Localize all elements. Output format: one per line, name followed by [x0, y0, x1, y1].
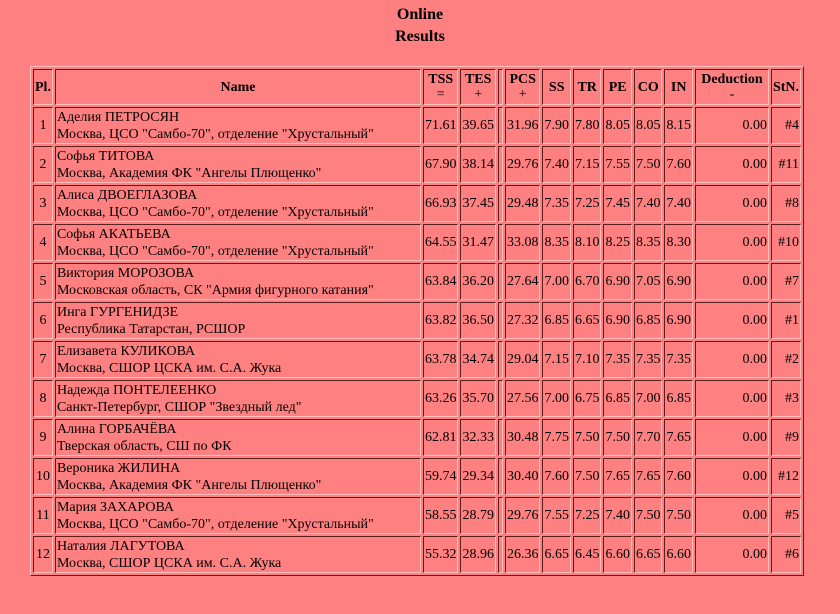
ss-cell: 7.55: [542, 497, 571, 534]
tss-label: TSS: [428, 72, 454, 87]
start-number-cell: #5: [771, 497, 801, 534]
name-cell: [55, 224, 421, 261]
table-row: [33, 224, 801, 261]
name-cell: [55, 419, 421, 456]
name-cell: [55, 263, 421, 300]
skater-name: Аделия ПЕТРОСЯН: [56, 109, 180, 125]
skater-club: Москва, Академия ФК "Ангелы Плющенко": [56, 477, 322, 493]
pcs-cell: 29.04: [505, 341, 541, 378]
tr-cell: 7.50: [573, 419, 602, 456]
skater-name: Елизавета КУЛИКОВА: [56, 343, 196, 359]
pe-cell: 7.35: [603, 341, 632, 378]
tr-cell: 6.65: [573, 302, 602, 339]
in-cell: 7.35: [664, 341, 693, 378]
col-header-deduction: [695, 69, 769, 105]
tr-cell: 7.25: [573, 497, 602, 534]
tes-cell: 28.96: [460, 536, 496, 573]
ss-cell: 7.60: [542, 458, 571, 495]
start-number-cell: #8: [771, 185, 801, 222]
spacer-cell: [498, 146, 503, 183]
tss-cell: 63.84: [423, 263, 459, 300]
pe-cell: 7.45: [603, 185, 632, 222]
co-cell: 7.70: [634, 419, 663, 456]
tss-cell: 66.93: [423, 185, 459, 222]
pcs-cell: 29.76: [505, 146, 541, 183]
in-cell: 7.50: [664, 497, 693, 534]
tes-cell: 35.70: [460, 380, 496, 417]
table-row: [33, 341, 801, 378]
place-cell: 1: [33, 107, 53, 144]
spacer-cell: [498, 302, 503, 339]
tes-cell: 39.65: [460, 107, 496, 144]
results-table: [30, 66, 804, 576]
spacer-cell: [498, 185, 503, 222]
spacer-cell: [498, 380, 503, 417]
place-cell: 8: [33, 380, 53, 417]
name-cell: [55, 380, 421, 417]
pcs-sub: +: [518, 87, 527, 102]
tes-cell: 36.20: [460, 263, 496, 300]
ss-cell: 7.40: [542, 146, 571, 183]
tss-cell: 71.61: [423, 107, 459, 144]
name-cell: [55, 146, 421, 183]
skater-name: Надежда ПОНТЕЛЕЕНКО: [56, 382, 217, 398]
ss-cell: 6.85: [542, 302, 571, 339]
name-cell: [55, 458, 421, 495]
skater-club: Москва, ЦСО "Самбо-70", отделение "Хрустальный": [56, 126, 374, 142]
pcs-cell: 27.64: [505, 263, 541, 300]
place-cell: 4: [33, 224, 53, 261]
ss-cell: 8.35: [542, 224, 571, 261]
start-number-cell: #9: [771, 419, 801, 456]
deduction-label: Deduction: [701, 72, 763, 87]
pe-cell: 6.60: [603, 536, 632, 573]
tr-cell: 6.45: [573, 536, 602, 573]
tr-cell: 7.10: [573, 341, 602, 378]
pe-cell: 6.90: [603, 302, 632, 339]
pcs-cell: 33.08: [505, 224, 541, 261]
in-cell: 6.90: [664, 302, 693, 339]
table-row: [33, 497, 801, 534]
pcs-cell: 31.96: [505, 107, 541, 144]
co-cell: 7.05: [634, 263, 663, 300]
deduction-cell: 0.00: [695, 497, 769, 534]
table-row: [33, 107, 801, 144]
place-cell: 11: [33, 497, 53, 534]
tss-cell: 67.90: [423, 146, 459, 183]
tes-cell: 38.14: [460, 146, 496, 183]
skater-club: Московская область, СК "Армия фигурного катания": [56, 282, 374, 298]
skater-name: Софья АКАТЬЕВА: [56, 226, 171, 242]
table-row: [33, 146, 801, 183]
tes-cell: 36.50: [460, 302, 496, 339]
table-row: [33, 419, 801, 456]
co-cell: 7.35: [634, 341, 663, 378]
deduction-cell: 0.00: [695, 458, 769, 495]
pe-cell: 7.50: [603, 419, 632, 456]
pe-cell: 8.05: [603, 107, 632, 144]
co-cell: 6.85: [634, 302, 663, 339]
pcs-cell: 27.32: [505, 302, 541, 339]
spacer-cell: [498, 497, 503, 534]
start-number-cell: #10: [771, 224, 801, 261]
col-header-pe: PE: [603, 69, 632, 105]
skater-club: Москва, ЦСО "Самбо-70", отделение "Хрустальный": [56, 243, 374, 259]
tes-cell: 32.33: [460, 419, 496, 456]
pe-cell: 8.25: [603, 224, 632, 261]
col-header-stn: StN.: [771, 69, 801, 105]
deduction-cell: 0.00: [695, 302, 769, 339]
ss-cell: 7.00: [542, 263, 571, 300]
skater-name: Мария ЗАХАРОВА: [56, 499, 175, 515]
skater-club: Москва, СШОР ЦСКА им. С.А. Жука: [56, 555, 282, 571]
col-header-tr: TR: [573, 69, 602, 105]
tes-cell: 34.74: [460, 341, 496, 378]
table-row: [33, 302, 801, 339]
spacer-cell: [498, 419, 503, 456]
co-cell: 8.05: [634, 107, 663, 144]
co-cell: 7.00: [634, 380, 663, 417]
spacer-cell: [498, 536, 503, 573]
tss-cell: 59.74: [423, 458, 459, 495]
tr-cell: 6.75: [573, 380, 602, 417]
start-number-cell: #12: [771, 458, 801, 495]
pe-cell: 7.55: [603, 146, 632, 183]
tss-cell: 55.32: [423, 536, 459, 573]
deduction-cell: 0.00: [695, 224, 769, 261]
pcs-cell: 30.48: [505, 419, 541, 456]
spacer-cell: [498, 224, 503, 261]
skater-club: Москва, СШОР ЦСКА им. С.А. Жука: [56, 360, 282, 376]
tss-cell: 62.81: [423, 419, 459, 456]
in-cell: 7.60: [664, 458, 693, 495]
pe-cell: 6.85: [603, 380, 632, 417]
table-row: [33, 185, 801, 222]
tr-cell: 7.80: [573, 107, 602, 144]
table-header-row: [33, 69, 801, 105]
skater-club: Москва, Академия ФК "Ангелы Плющенко": [56, 165, 322, 181]
in-cell: 6.60: [664, 536, 693, 573]
start-number-cell: #11: [771, 146, 801, 183]
co-cell: 7.40: [634, 185, 663, 222]
ss-cell: 7.75: [542, 419, 571, 456]
pcs-cell: 27.56: [505, 380, 541, 417]
col-header-tss: [423, 69, 459, 105]
results-table-wrapper: [30, 66, 804, 576]
tr-cell: 7.50: [573, 458, 602, 495]
pe-cell: 6.90: [603, 263, 632, 300]
co-cell: 8.35: [634, 224, 663, 261]
spacer-cell: [498, 107, 503, 144]
start-number-cell: #6: [771, 536, 801, 573]
table-row: [33, 263, 801, 300]
table-row: [33, 380, 801, 417]
ss-cell: 7.00: [542, 380, 571, 417]
ss-cell: 7.35: [542, 185, 571, 222]
tes-cell: 29.34: [460, 458, 496, 495]
place-cell: 12: [33, 536, 53, 573]
col-header-pl: Pl.: [33, 69, 53, 105]
tr-cell: 7.15: [573, 146, 602, 183]
pcs-cell: 29.48: [505, 185, 541, 222]
skater-name: Вероника ЖИЛИНА: [56, 460, 181, 476]
tss-cell: 63.26: [423, 380, 459, 417]
name-cell: [55, 497, 421, 534]
co-cell: 6.65: [634, 536, 663, 573]
table-row: [33, 458, 801, 495]
ss-cell: 6.65: [542, 536, 571, 573]
results-body: [33, 107, 801, 573]
skater-name: Алиса ДВОЕГЛАЗОВА: [56, 187, 198, 203]
in-cell: 7.40: [664, 185, 693, 222]
place-cell: 10: [33, 458, 53, 495]
col-header-tes: [460, 69, 496, 105]
pcs-cell: 26.36: [505, 536, 541, 573]
start-number-cell: #2: [771, 341, 801, 378]
co-cell: 7.50: [634, 497, 663, 534]
deduction-cell: 0.00: [695, 380, 769, 417]
col-spacer: [498, 69, 503, 105]
in-cell: 6.90: [664, 263, 693, 300]
deduction-cell: 0.00: [695, 536, 769, 573]
skater-club: Республика Татарстан, РСШОР: [56, 321, 246, 337]
start-number-cell: #7: [771, 263, 801, 300]
tss-cell: 63.82: [423, 302, 459, 339]
in-cell: 6.85: [664, 380, 693, 417]
table-row: [33, 536, 801, 573]
tes-cell: 31.47: [460, 224, 496, 261]
tss-cell: 58.55: [423, 497, 459, 534]
col-header-ss: SS: [542, 69, 571, 105]
deduction-cell: 0.00: [695, 185, 769, 222]
skater-club: Тверская область, СШ по ФК: [56, 438, 232, 454]
pcs-label: PCS: [509, 72, 536, 87]
name-cell: [55, 536, 421, 573]
skater-name: Алина ГОРБАЧЁВА: [56, 421, 177, 437]
ss-cell: 7.90: [542, 107, 571, 144]
in-cell: 8.30: [664, 224, 693, 261]
place-cell: 9: [33, 419, 53, 456]
ss-cell: 7.15: [542, 341, 571, 378]
col-header-in: IN: [664, 69, 693, 105]
name-cell: [55, 185, 421, 222]
tes-cell: 37.45: [460, 185, 496, 222]
skater-name: Виктория МОРОЗОВА: [56, 265, 195, 281]
co-cell: 7.50: [634, 146, 663, 183]
col-header-name: Name: [55, 69, 421, 105]
pcs-cell: 30.40: [505, 458, 541, 495]
start-number-cell: #3: [771, 380, 801, 417]
deduction-cell: 0.00: [695, 341, 769, 378]
title-line-1: Online: [396, 6, 444, 23]
tss-cell: 63.78: [423, 341, 459, 378]
pe-cell: 7.40: [603, 497, 632, 534]
deduction-sub: -: [729, 87, 735, 102]
tr-cell: 8.10: [573, 224, 602, 261]
skater-name: Инга ГУРГЕНИДЗЕ: [56, 304, 179, 320]
deduction-cell: 0.00: [695, 419, 769, 456]
skater-name: Наталия ЛАГУТОВА: [56, 538, 185, 554]
spacer-cell: [498, 458, 503, 495]
tes-cell: 28.79: [460, 497, 496, 534]
place-cell: 3: [33, 185, 53, 222]
place-cell: 6: [33, 302, 53, 339]
skater-club: Москва, ЦСО "Самбо-70", отделение "Хрустальный": [56, 516, 374, 532]
skater-club: Санкт-Петербург, СШОР "Звездный лед": [56, 399, 302, 415]
spacer-cell: [498, 263, 503, 300]
tss-sub: =: [436, 87, 445, 102]
name-cell: [55, 107, 421, 144]
pcs-cell: 29.76: [505, 497, 541, 534]
in-cell: 7.65: [664, 419, 693, 456]
start-number-cell: #4: [771, 107, 801, 144]
col-header-pcs: [505, 69, 541, 105]
tes-sub: +: [474, 87, 483, 102]
skater-name: Софья ТИТОВА: [56, 148, 155, 164]
in-cell: 8.15: [664, 107, 693, 144]
col-header-co: CO: [634, 69, 663, 105]
tr-cell: 7.25: [573, 185, 602, 222]
tr-cell: 6.70: [573, 263, 602, 300]
start-number-cell: #1: [771, 302, 801, 339]
spacer-cell: [498, 341, 503, 378]
tss-cell: 64.55: [423, 224, 459, 261]
place-cell: 7: [33, 341, 53, 378]
deduction-cell: 0.00: [695, 146, 769, 183]
place-cell: 2: [33, 146, 53, 183]
name-cell: [55, 341, 421, 378]
page-title: [0, 0, 840, 48]
skater-club: Москва, ЦСО "Самбо-70", отделение "Хрустальный": [56, 204, 374, 220]
deduction-cell: 0.00: [695, 107, 769, 144]
name-cell: [55, 302, 421, 339]
place-cell: 5: [33, 263, 53, 300]
tes-label: TES: [464, 72, 492, 87]
deduction-cell: 0.00: [695, 263, 769, 300]
title-line-2: Results: [395, 28, 445, 45]
pe-cell: 7.65: [603, 458, 632, 495]
co-cell: 7.65: [634, 458, 663, 495]
in-cell: 7.60: [664, 146, 693, 183]
